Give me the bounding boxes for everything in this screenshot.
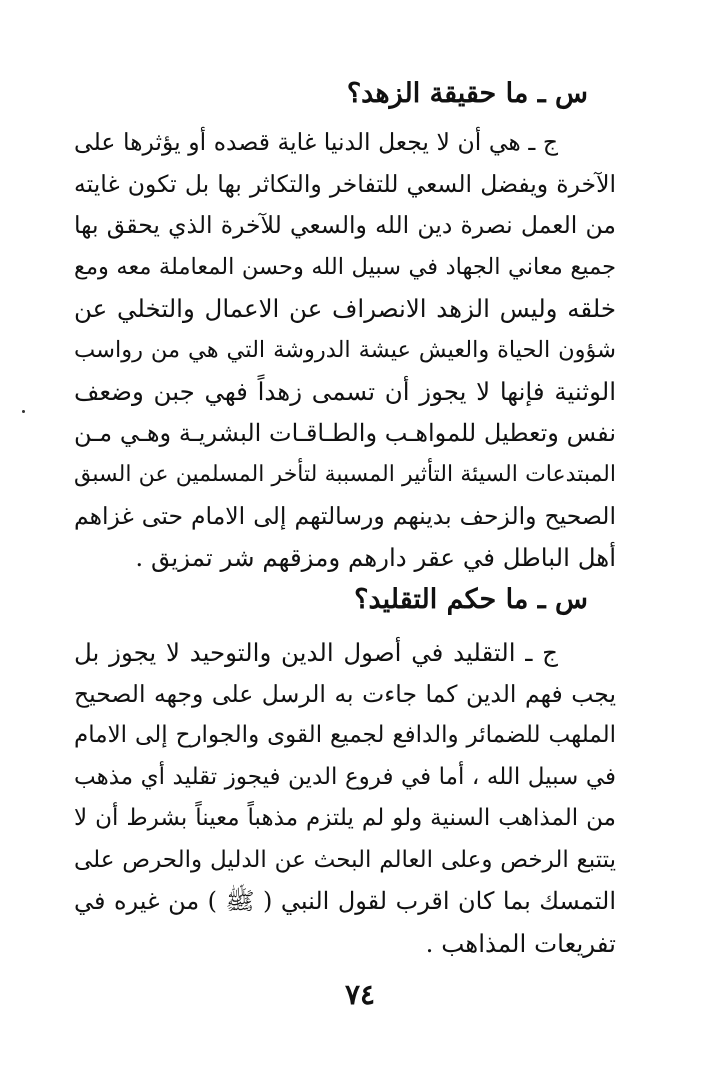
paragraph-line: نفس وتعطيل للمواهـب والطـاقـات البشريـة وهـي مـن	[74, 418, 616, 447]
paragraph-line: الملهب للضمائر والدافع لجميع القوى والجوارح إلى الامام	[74, 722, 616, 748]
paragraph-line: المبتدعات السيئة التأثير المسببة لتأخر المسلمين عن السبق	[74, 462, 616, 487]
paragraph-line: من العمل نصرة دين الله والسعي للآخرة الذي يحقق بها	[74, 211, 616, 239]
paragraph-line: في سبيل الله ، أما في فروع الدين فيجوز تقليد أي مذهب	[74, 763, 616, 790]
paragraph-line: خلقه وليس الزهد الانصراف عن الاعمال والتخلي عن	[74, 294, 616, 323]
paragraph-line: الآخرة ويفضل السعي للتفاخر والتكاثر بها بل تكون غايته	[74, 169, 616, 198]
paragraph-line: يتتبع الرخص وعلى العالم البحث عن الدليل والحرص على	[74, 846, 616, 873]
paragraph-line: ج ـ هي أن لا يجعل الدنيا غاية قصده أو يؤثرها على	[74, 128, 558, 156]
page-number: ٧٤	[344, 978, 376, 1011]
paragraph-line: جميع معاني الجهاد في سبيل الله وحسن المعاملة معه ومع	[74, 253, 616, 280]
paragraph-line: الصحيح والزحف بدينهم ورسالتهم إلى الامام حتى غزاهم	[74, 501, 616, 530]
section-heading-taqlid: س ـ ما حكم التقليد؟	[354, 584, 588, 615]
section-body-zuhd	[74, 122, 616, 579]
paragraph-line: شؤون الحياة والعيش عيشة الدروشة التي هي من رواسب	[74, 336, 616, 363]
section-body-taqlid	[74, 632, 616, 964]
paragraph-line: يجب فهم الدين كما جاءت به الرسل على وجهه الصحيح	[74, 679, 616, 708]
paragraph-line: ج ـ التقليد في أصول الدين والتوحيد لا يجوز بل	[74, 638, 558, 667]
paragraph-line: التمسك بما كان اقرب لقول النبي ( ﷺ ) من غيره في	[74, 887, 616, 915]
paragraph-line: أهل الباطل في عقر دارهم ومزقهم شر تمزيق .	[135, 543, 616, 572]
paragraph-line: من المذاهب السنية ولو لم يلتزم مذهباً معيناً بشرط أن لا	[74, 805, 616, 831]
section-heading-zuhd: س ـ ما حقيقة الزهد؟	[346, 78, 588, 109]
paragraph-line: تفريعات المذاهب .	[425, 928, 616, 958]
paragraph-line: الوثنية فإنها لا يجوز أن تسمى زهداً فهي جبن وضعف	[74, 377, 616, 406]
print-speck	[22, 410, 25, 413]
